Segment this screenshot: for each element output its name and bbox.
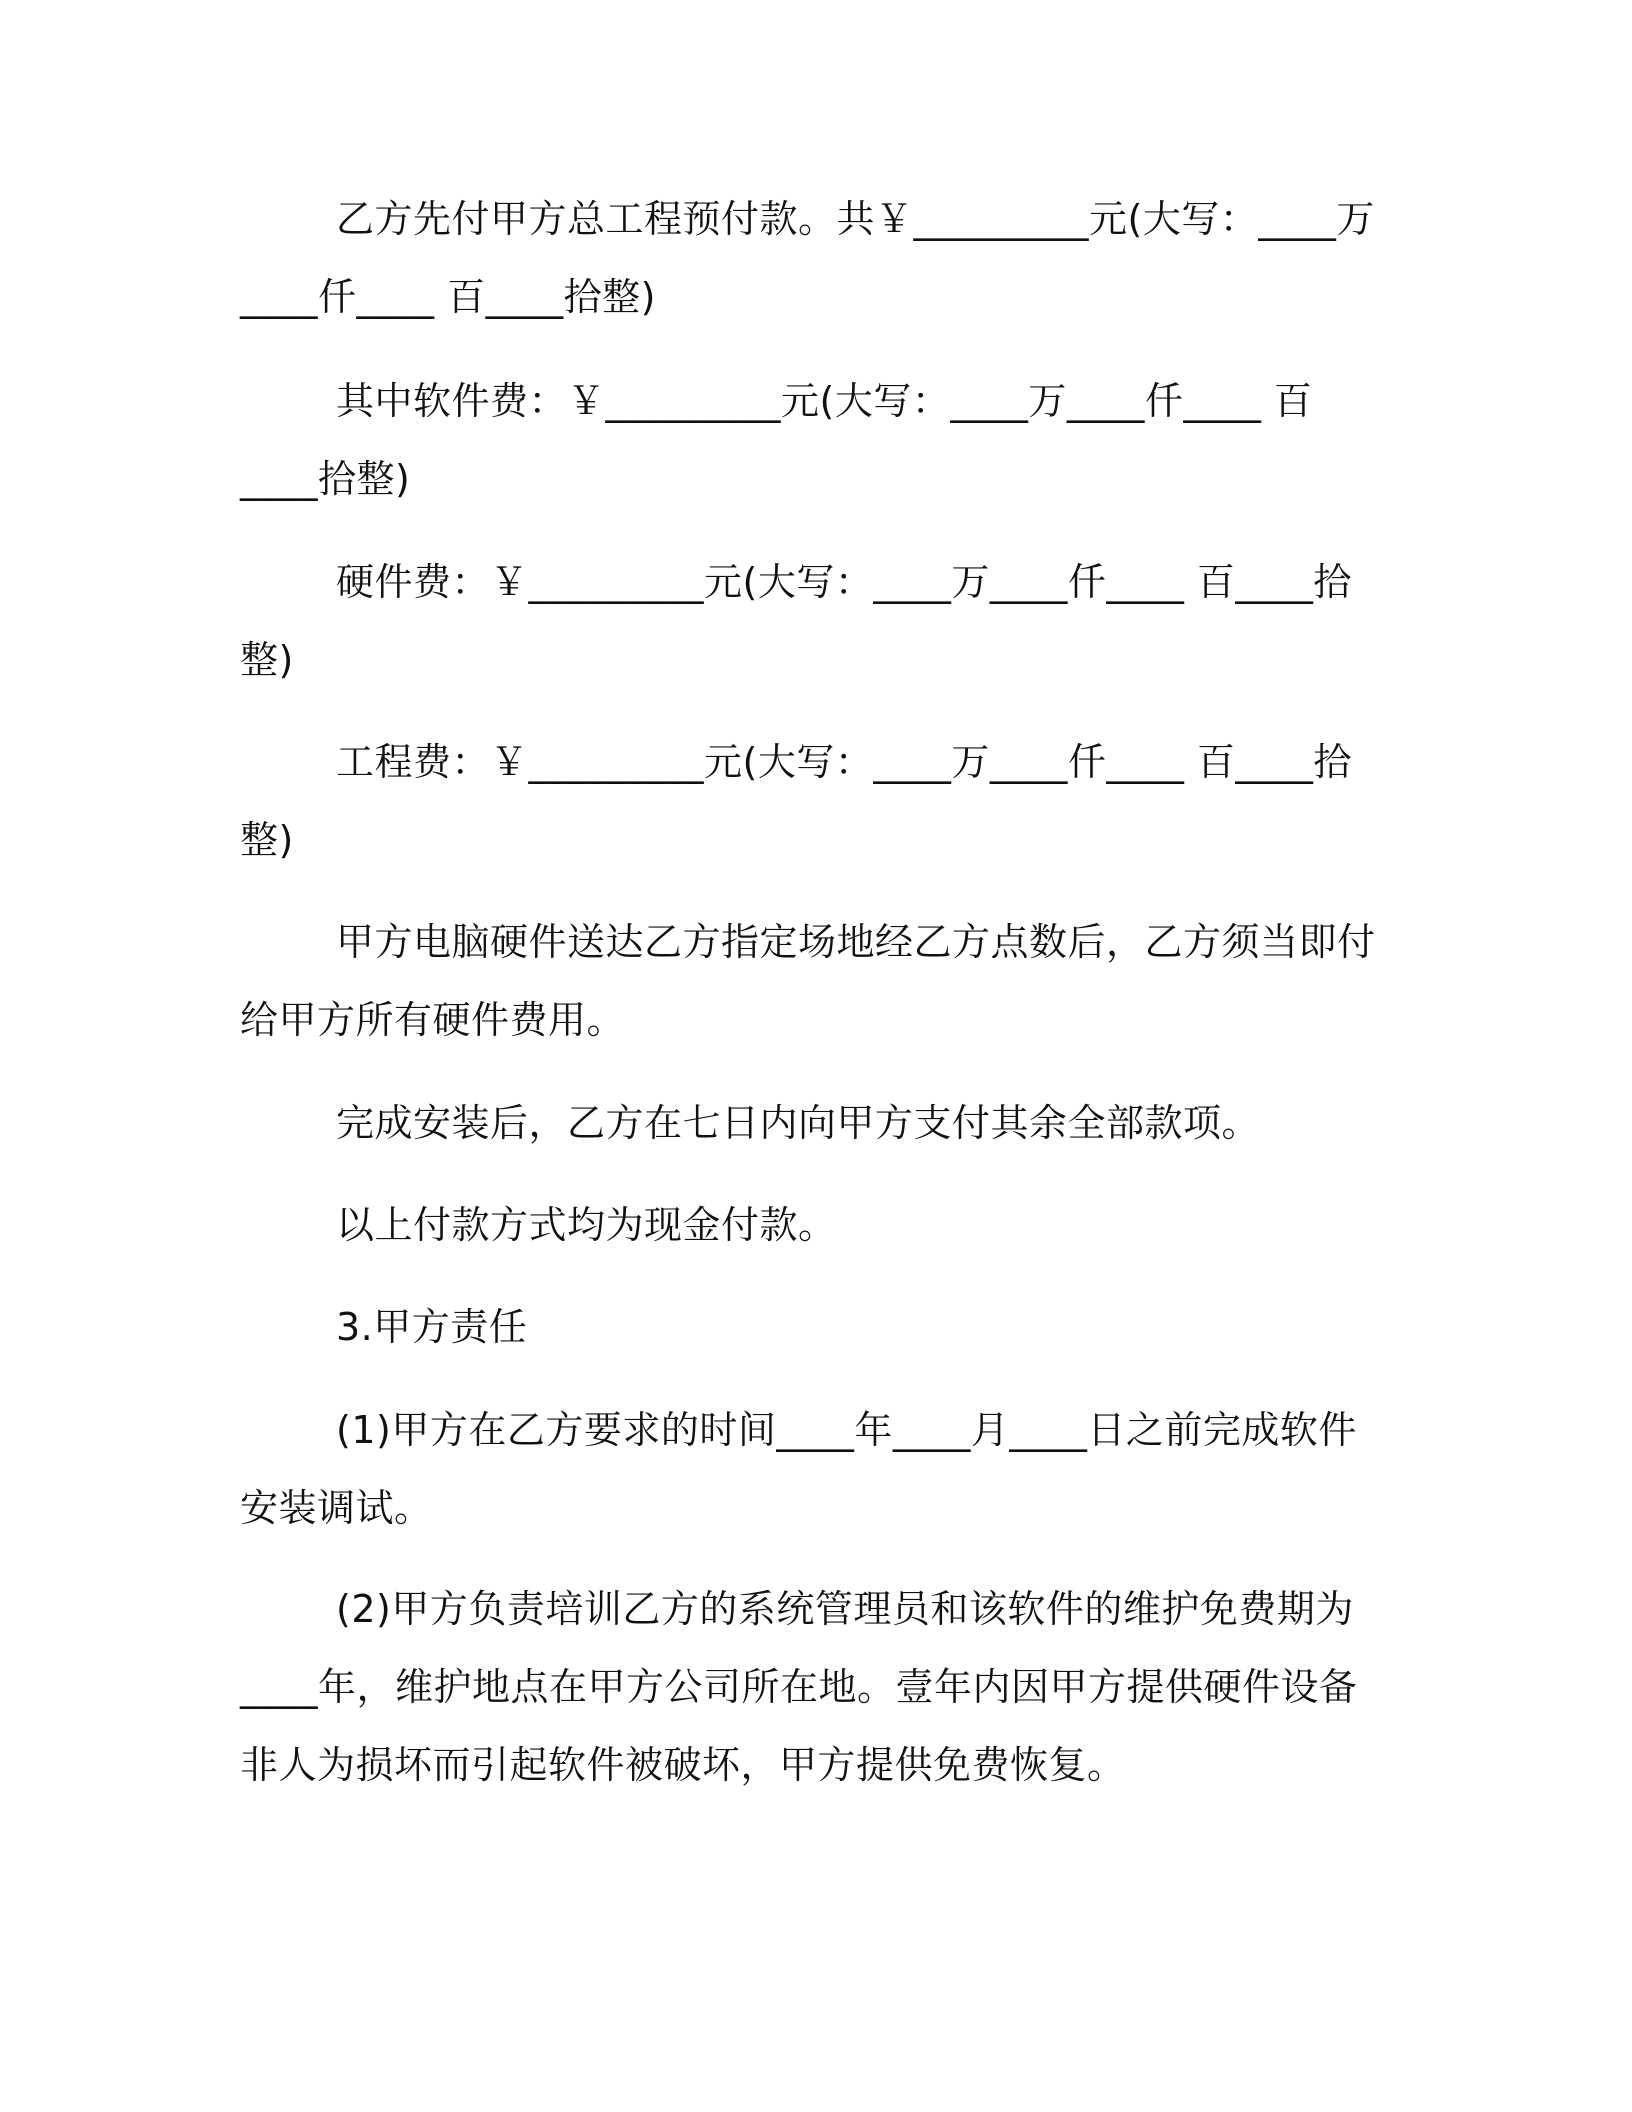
paragraph-hardware-payment: 甲方电脑硬件送达乙方指定场地经乙方点数后，乙方须当即付给甲方所有硬件费用。 <box>240 920 1376 1042</box>
paragraph-prepayment-total: 乙方先付甲方总工程预付款。共￥_________元(大写：____万____仟____ 百____拾整) <box>240 197 1375 319</box>
paragraph-training-maintenance: (2)甲方负责培训乙方的系统管理员和该软件的维护免费期为____年，维护地点在甲方公司所在地。壹年内因甲方提供硬件设备非人为损坏而引起软件被破坏，甲方提供免费恢复。 <box>240 1587 1358 1787</box>
paragraph-hardware-fee: 硬件费：￥_________元(大写：____万____仟____ 百____拾整) <box>240 560 1352 682</box>
paragraph-engineering-fee: 工程费：￥_________元(大写：____万____仟____ 百____拾整) <box>240 740 1352 862</box>
paragraph-installation-deadline: (1)甲方在乙方要求的时间____年____月____日之前完成软件安装调试。 <box>240 1408 1357 1530</box>
paragraph-remaining-payment: 完成安装后，乙方在七日内向甲方支付其余全部款项。 <box>336 1101 1261 1145</box>
section-heading-party-a-responsibility: 3.甲方责任 <box>336 1305 528 1349</box>
paragraph-cash-payment: 以上付款方式均为现金付款。 <box>336 1203 837 1247</box>
paragraph-software-fee: 其中软件费：￥_________元(大写：____万____仟____ 百____拾整) <box>240 379 1313 501</box>
